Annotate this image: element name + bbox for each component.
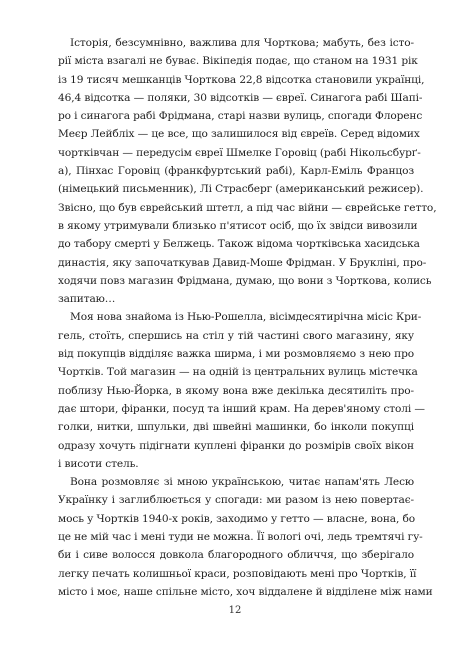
text-line: (німецький письменник), Лі Страсберг (американський режисер).	[58, 183, 424, 196]
text-line: запитаю…	[58, 293, 116, 306]
text-line: Моя нова знайома із Нью-Рошелла, вісімдесятирічна місіс Кри-	[70, 311, 422, 324]
text-line: рії міста взагалі не буває. Вікіпедія подає, що станом на 1931 рік	[58, 55, 418, 68]
text-line: це не мій час і мені туди не можна. Її вологі очі, ледь тремтячі гу-	[58, 531, 423, 544]
text-line: ходячи повз магазин Фрідмана, думаю, що вони з Чорткова, колись	[58, 274, 432, 287]
text-line: одразу хочуть підігнати куплені фіранки до розмірів своїх вікон	[58, 439, 414, 452]
text-line: династія, яку започаткував Давид-Моше Фрідман. У Брукліні, про-	[58, 256, 427, 269]
text-line: Вона розмовляє зі мною українською, читає напам'ять Лесю	[70, 476, 414, 489]
paragraph-1	[58, 34, 437, 308]
text-line: із 19 тисяч мешканців Чорткова 22,8 відсотка становили українці,	[58, 73, 425, 86]
text-line: Історія, безсумнівно, важлива для Чорткова; мабуть, без істо-	[70, 37, 414, 49]
text-line: голки, нитки, шпульки, дві швейні машинки, бо інколи покупці	[58, 421, 414, 434]
page-body	[58, 34, 437, 601]
paragraph-2	[58, 308, 425, 473]
text-line: би і сиве волосся довкола благородного обличчя, що зберігало	[58, 549, 414, 562]
paragraph-3	[58, 473, 433, 601]
text-line: мось у Чортків 1940-х років, заходимо у гетто — власне, вона, бо	[58, 512, 415, 525]
text-line: Звісно, що був єврейський штетл, а під час війни — єврейське гетто,	[58, 201, 437, 214]
text-line: від покупців відділяє важка ширма, і ми розмовляємо з нею про	[58, 348, 414, 361]
text-line: Чортків. Той магазин — на одній із центральних вулиць містечка	[58, 366, 418, 379]
text-line: в якому утримували близько п'ятисот осіб, що їх звідси вивозили	[58, 219, 418, 232]
text-line: а), Пінхас Горовіц (франкфуртський рабі), Карл-Еміль Францоз	[58, 165, 414, 178]
text-line: і висоти стель.	[58, 457, 139, 470]
text-line: чортківчан — передусім євреї Шмелке Горовіц (рабі Нікольсбурґ-	[58, 146, 421, 159]
text-line: місто і моє, наше спільне місто, хоч віддалене й відділене між нами	[58, 585, 433, 598]
text-line: 46,4 відсотка — поляки, 30 відсотків — євреї. Синагога рабі Шапі-	[58, 91, 423, 104]
text-line: гель, стоїть, спершись на стіл у тій частині свого магазину, яку	[58, 329, 414, 342]
text-line: ро і синагога рабі Фрідмана, старі назви вулиць, спогади Флоренс	[58, 110, 423, 123]
text-line: Меєр Лейбліх — це все, що залишилося від євреїв. Серед відомих	[58, 128, 420, 141]
text-line: дає штори, фіранки, посуд та інший крам. На дерев'яному столі —	[58, 402, 425, 415]
text-line: Українку і заглиблюється у спогади: ми разом із нею повертає-	[58, 494, 414, 507]
text-line: до табору смерті у Белжець. Також відома чортківська хасидська	[58, 238, 420, 251]
text-line: легку печать колишньої краси, розповідають мені про Чортків, її	[58, 567, 417, 580]
page-number: 12	[228, 605, 242, 616]
text-line: поблизу Нью-Йорка, в якому вона вже декілька десятиліть про-	[58, 384, 414, 397]
